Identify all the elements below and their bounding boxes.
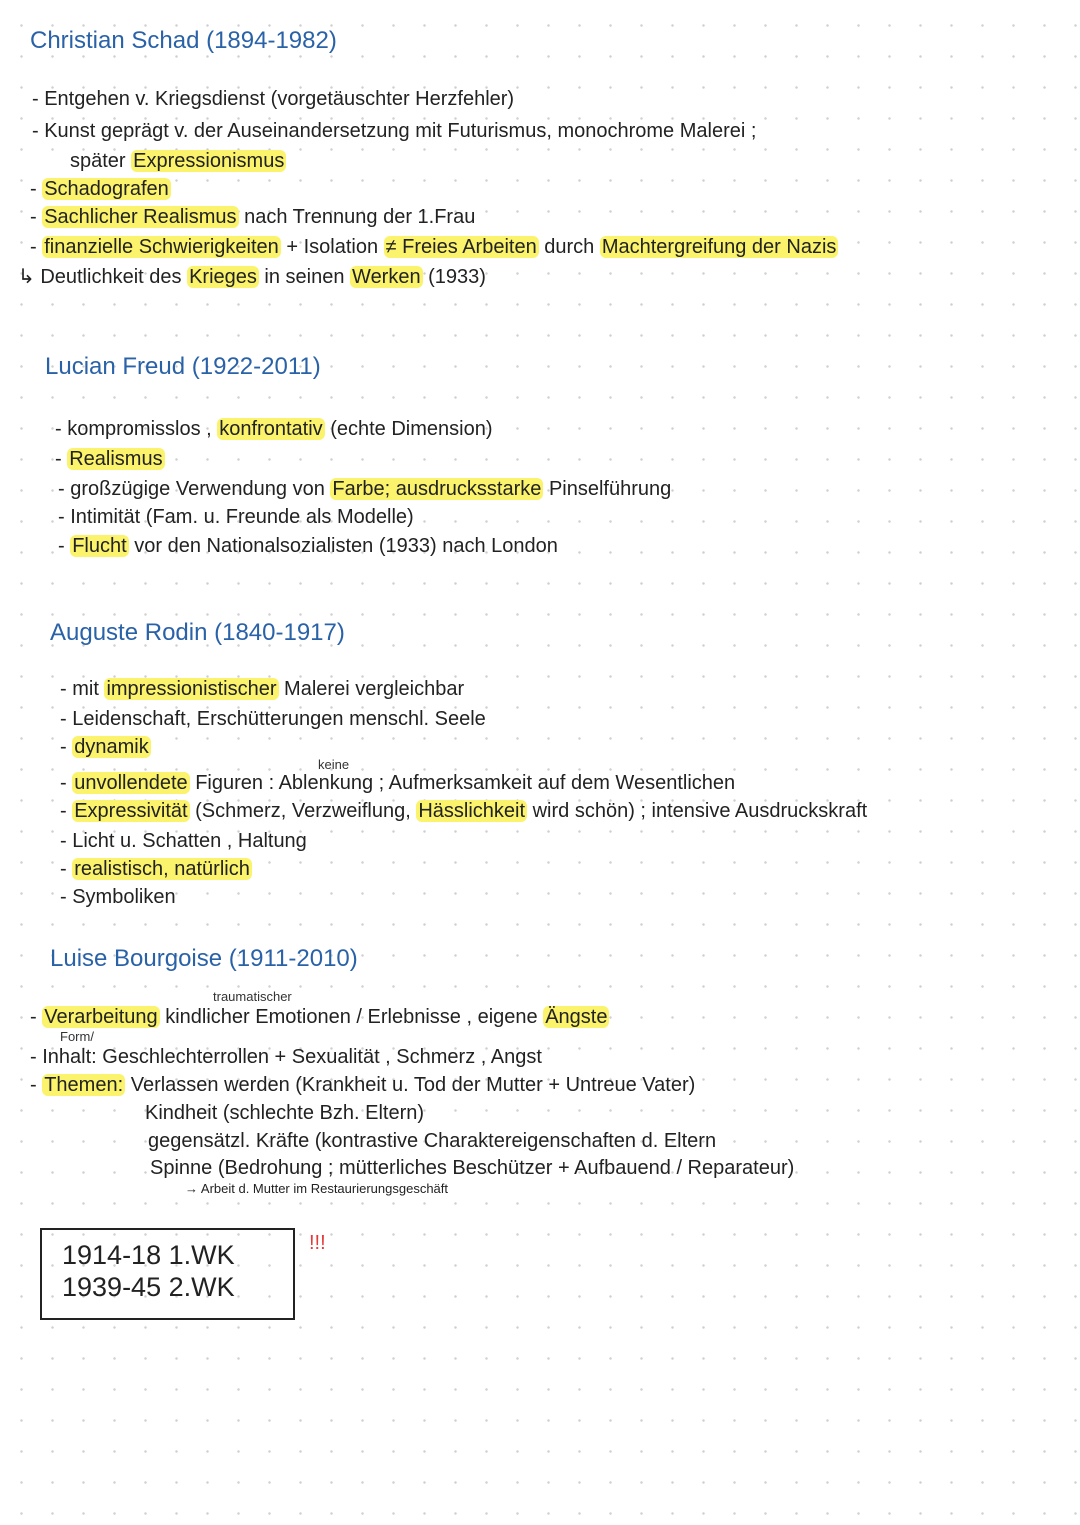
highlighted-text: Schadografen xyxy=(44,178,169,200)
section-title: Christian Schad (1894-1982) xyxy=(30,27,337,54)
note-line xyxy=(30,178,171,200)
note-line xyxy=(58,535,558,557)
note-text: - Entgehen v. Kriegsdienst (vorgetäuschter Herzfehler) xyxy=(32,88,515,110)
note-text: (echte Dimension) xyxy=(324,418,493,440)
highlighted-text: finanzielle Schwierigkeiten xyxy=(44,236,279,258)
highlighted-text: dynamik xyxy=(74,736,149,758)
note-line xyxy=(58,506,414,528)
note-text: in seinen xyxy=(258,266,351,288)
note-line xyxy=(60,886,176,908)
note-text: - xyxy=(60,772,73,794)
note-text: - xyxy=(30,178,43,200)
note-line xyxy=(58,478,671,500)
annotation-form: Form/ xyxy=(60,1029,94,1044)
note-text: wird schön) ; intensive Ausdruckskraft xyxy=(527,800,868,822)
note-text: nach Trennung der 1.Frau xyxy=(238,206,476,228)
note-text: kindlicher Emotionen / Erlebnisse , eigene xyxy=(159,1006,544,1028)
section-title: Luise Bourgoise (1911-2010) xyxy=(50,945,358,972)
highlighted-text: Expressionismus xyxy=(133,150,285,172)
note-text: gegensätzl. Kräfte (kontrastive Charaktereigenschaften d. Eltern xyxy=(148,1130,717,1152)
note-line xyxy=(30,1046,542,1068)
note-text: - xyxy=(60,736,73,758)
note-text: - xyxy=(58,535,71,557)
note-text: - xyxy=(60,800,73,822)
note-text: Verlassen werden (Krankheit u. Tod der Mutter + Untreue Vater) xyxy=(125,1074,696,1096)
note-line xyxy=(60,800,867,822)
note-line xyxy=(60,708,486,730)
note-text: (Schmerz, Verzweiflung, xyxy=(189,800,417,822)
note-text: → Arbeit d. Mutter im Restaurierungsgeschäft xyxy=(185,1181,449,1196)
note-text: - Intimität (Fam. u. Freunde als Modelle) xyxy=(58,506,414,528)
note-line xyxy=(60,772,735,794)
note-text: Spinne (Bedrohung ; mütterliches Beschützer + Aufbauend / Reparateur) xyxy=(150,1157,795,1179)
note-text: - Kunst geprägt v. der Auseinandersetzung mit Futurismus, monochrome Malerei ; xyxy=(32,120,757,142)
note-text: - xyxy=(30,1074,43,1096)
section-title: Lucian Freud (1922-2011) xyxy=(45,353,321,380)
note-text: Kindheit (schlechte Bzh. Eltern) xyxy=(145,1102,425,1124)
ww2-dates: 1939-45 2.WK xyxy=(62,1272,235,1302)
highlighted-text: Expressivität xyxy=(74,800,188,822)
section-title: Auguste Rodin (1840-1917) xyxy=(50,619,345,646)
note-text: - kompromisslos , xyxy=(55,418,218,440)
note-line xyxy=(185,1181,448,1197)
note-line xyxy=(55,448,165,470)
note-line xyxy=(30,206,475,228)
highlighted-text: Hässlichkeit xyxy=(418,800,526,822)
highlighted-text: Machtergreifung der Nazis xyxy=(601,236,837,258)
highlighted-text: impressionistischer xyxy=(106,678,277,700)
note-text: - xyxy=(60,858,73,880)
highlighted-text: konfrontativ xyxy=(219,418,323,440)
highlighted-text: Ängste xyxy=(545,1006,608,1028)
note-line xyxy=(60,736,151,758)
note-text: - xyxy=(30,206,43,228)
note-text: - mit xyxy=(60,678,105,700)
highlighted-text: realistisch, natürlich xyxy=(74,858,250,880)
highlighted-text: Realismus xyxy=(69,448,163,470)
note-line xyxy=(60,830,307,852)
note-text: - xyxy=(55,448,68,470)
exclamation-mark: !!! xyxy=(309,1232,326,1254)
highlighted-text: Farbe; ausdrucksstarke xyxy=(332,478,542,500)
note-line xyxy=(30,236,838,258)
note-line xyxy=(55,418,492,440)
war-dates-box xyxy=(40,1228,295,1320)
note-line xyxy=(148,1130,716,1152)
note-text: (1933) xyxy=(422,266,486,288)
note-text: Figuren : Ablenkung ; Aufmerksamkeit auf dem Wesentlichen xyxy=(189,772,736,794)
note-text: vor den Nationalsozialisten (1933) nach London xyxy=(128,535,558,557)
note-text: Malerei vergleichbar xyxy=(278,678,465,700)
note-text: später xyxy=(70,150,132,172)
note-line xyxy=(145,1102,424,1124)
note-line xyxy=(60,678,464,700)
highlighted-text: Verarbeitung xyxy=(44,1006,158,1028)
note-text: + Isolation xyxy=(280,236,384,258)
note-line xyxy=(150,1157,794,1179)
note-text: - Licht u. Schatten , Haltung xyxy=(60,830,307,852)
note-text: durch xyxy=(538,236,600,258)
note-text: Pinselführung xyxy=(543,478,672,500)
note-line xyxy=(32,120,756,142)
note-line xyxy=(30,1074,695,1096)
note-line xyxy=(70,150,286,172)
note-line xyxy=(60,858,252,880)
annotation-keine: keine xyxy=(318,757,350,772)
note-text: - Inhalt: Geschlechterrollen + Sexualität , Schmerz , Angst xyxy=(30,1046,542,1068)
note-text: - Leidenschaft, Erschütterungen menschl. Seele xyxy=(60,708,486,730)
highlighted-text: Werken xyxy=(352,266,421,288)
highlighted-text: Flucht xyxy=(72,535,127,557)
highlighted-text: Krieges xyxy=(189,266,257,288)
highlighted-text: ≠ Freies Arbeiten xyxy=(385,236,537,258)
note-text: - Symboliken xyxy=(60,886,176,908)
annotation-traumatischer: traumatischer xyxy=(213,989,292,1004)
highlighted-text: unvollendete xyxy=(74,772,188,794)
note-text: ↳ Deutlichkeit des xyxy=(18,266,188,288)
highlighted-text: Sachlicher Realismus xyxy=(44,206,237,228)
note-line xyxy=(32,88,514,110)
note-line xyxy=(18,266,486,288)
note-text: - xyxy=(30,236,43,258)
note-line xyxy=(30,1006,609,1028)
highlighted-text: Themen: xyxy=(44,1074,124,1096)
ww1-dates: 1914-18 1.WK xyxy=(62,1240,235,1270)
note-text: - großzügige Verwendung von xyxy=(58,478,331,500)
note-text: - xyxy=(30,1006,43,1028)
